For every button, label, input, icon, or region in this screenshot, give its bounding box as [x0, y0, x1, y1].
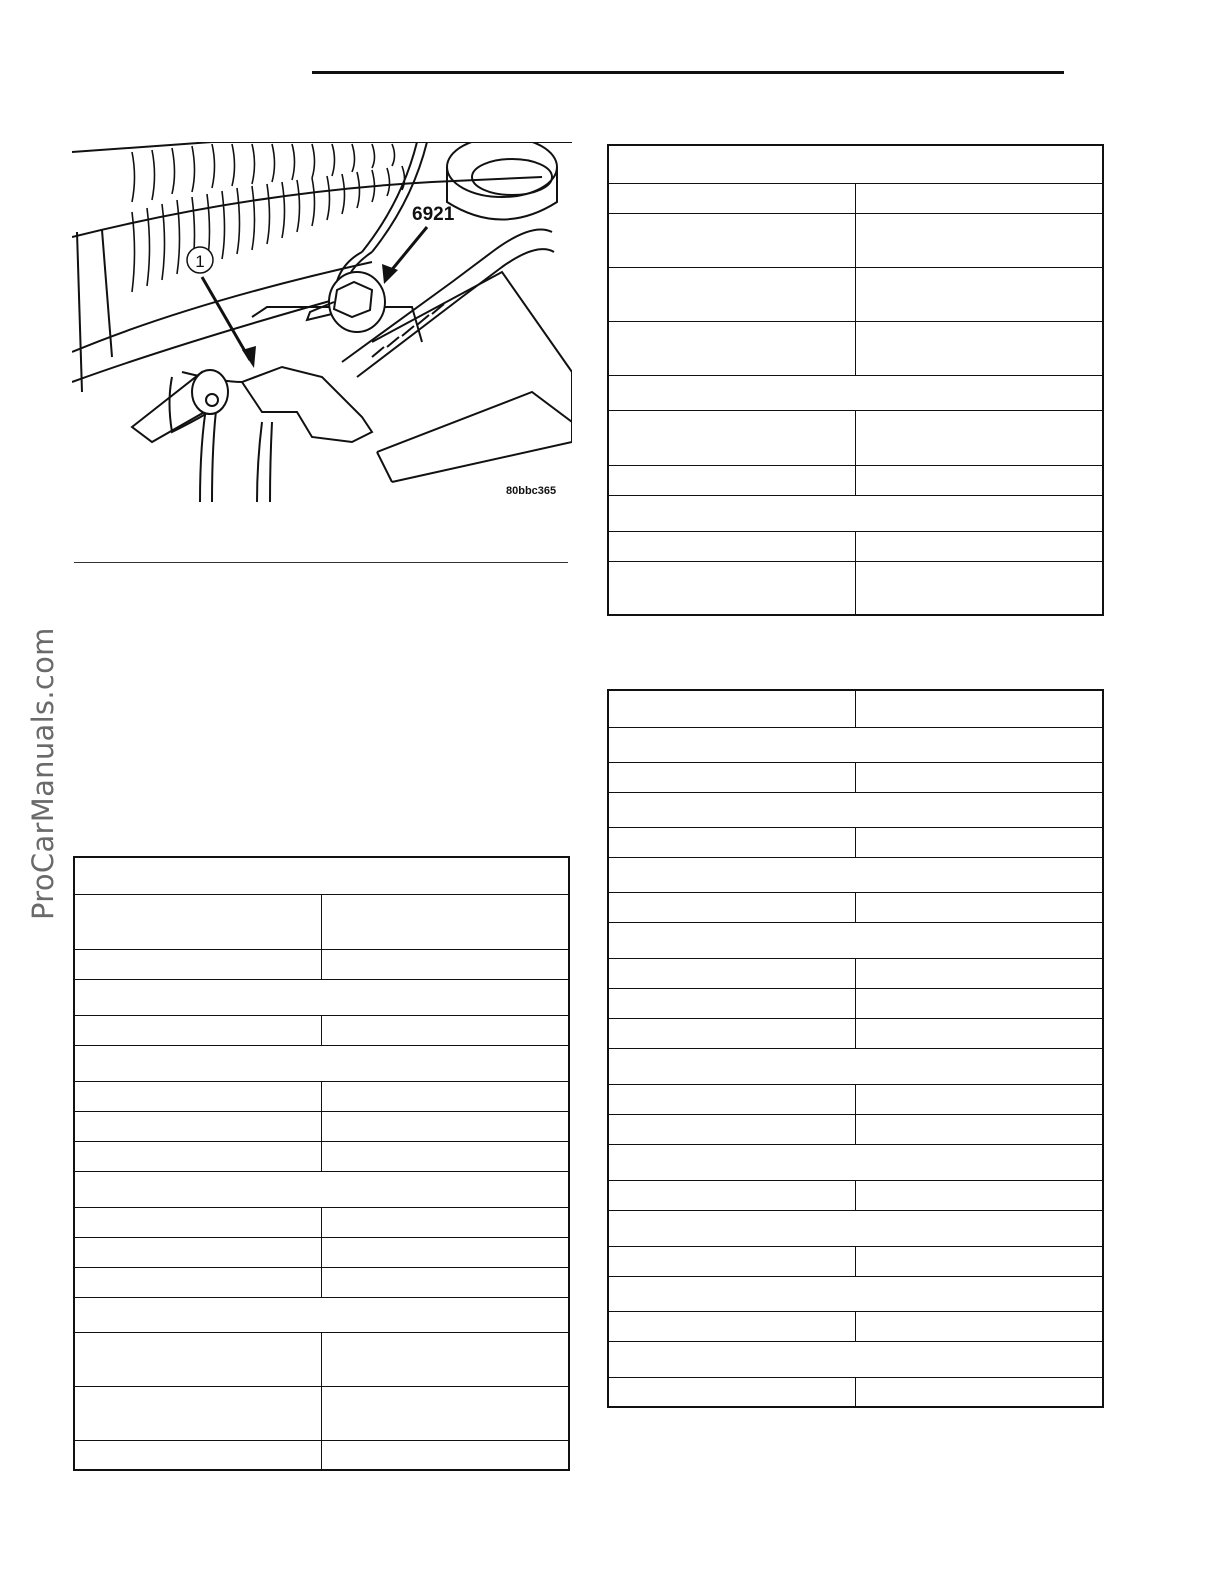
table-cell — [322, 1332, 570, 1386]
table-cell — [608, 827, 856, 857]
table-section-row — [74, 979, 569, 1015]
table-cell — [608, 1246, 856, 1276]
table-cell — [608, 1377, 856, 1407]
table-section-row — [608, 727, 1103, 762]
table-cell — [74, 1237, 322, 1267]
table-cell — [856, 1114, 1104, 1144]
table-cell — [74, 1386, 322, 1440]
table-cell — [322, 1081, 570, 1111]
table-cell — [608, 988, 856, 1018]
table-cell — [856, 892, 1104, 922]
table-cell — [856, 762, 1104, 792]
table-cell — [856, 827, 1104, 857]
table-section-row — [74, 1297, 569, 1332]
figure-divider — [74, 562, 568, 563]
table-cell — [608, 1311, 856, 1341]
table-section-row — [608, 1341, 1103, 1377]
table-section-row — [608, 922, 1103, 958]
callout-number: 1 — [195, 252, 205, 271]
table-cell — [74, 1141, 322, 1171]
table-section-row — [74, 1045, 569, 1081]
table-section-row — [608, 1048, 1103, 1084]
table-cell — [74, 1015, 322, 1045]
table-cell — [608, 892, 856, 922]
table-cell — [856, 465, 1104, 495]
table-cell — [856, 410, 1104, 465]
table-cell — [856, 1018, 1104, 1048]
table-section-row — [608, 792, 1103, 827]
table-cell — [74, 1332, 322, 1386]
table-cell — [608, 690, 856, 727]
table-cell — [608, 1018, 856, 1048]
table-section-row — [608, 495, 1103, 531]
table-cell — [74, 1081, 322, 1111]
table-cell — [608, 1180, 856, 1210]
tool-number-label: 6921 — [412, 204, 455, 225]
table-cell — [322, 1440, 570, 1470]
table-cell — [856, 1311, 1104, 1341]
table-section-row — [74, 1171, 569, 1207]
engine-bay-illustration — [72, 142, 572, 502]
table-cell — [322, 1141, 570, 1171]
table-cell — [322, 1267, 570, 1297]
header-rule — [312, 71, 1064, 74]
table-cell — [608, 958, 856, 988]
table-cell — [322, 1207, 570, 1237]
left-specifications-table — [73, 856, 570, 1471]
table-cell — [74, 1111, 322, 1141]
right-bottom-specifications-table — [607, 689, 1104, 1408]
table-cell — [322, 949, 570, 979]
table-section-row — [608, 1144, 1103, 1180]
table-cell — [856, 321, 1104, 375]
engine-bay-figure — [72, 142, 572, 502]
table-cell — [322, 894, 570, 949]
table-cell — [608, 321, 856, 375]
table-section-row — [608, 1210, 1103, 1246]
table-cell — [74, 1207, 322, 1237]
table-header-row — [74, 857, 569, 894]
table-cell — [856, 1377, 1104, 1407]
right-top-specifications-table — [607, 144, 1104, 616]
table-cell — [856, 561, 1104, 615]
table-cell — [608, 465, 856, 495]
watermark: ProCarManuals.com — [26, 627, 60, 920]
table-section-row — [608, 375, 1103, 410]
table-cell — [322, 1237, 570, 1267]
table-cell — [608, 267, 856, 321]
table-cell — [608, 1114, 856, 1144]
table-cell — [856, 183, 1104, 213]
table-cell — [856, 1246, 1104, 1276]
table-cell — [856, 690, 1104, 727]
table-section-row — [608, 1276, 1103, 1311]
table-cell — [856, 531, 1104, 561]
table-cell — [74, 1267, 322, 1297]
table-cell — [74, 949, 322, 979]
table-cell — [856, 988, 1104, 1018]
table-cell — [322, 1111, 570, 1141]
table-header-row — [608, 145, 1103, 183]
table-cell — [608, 1084, 856, 1114]
table-cell — [74, 1440, 322, 1470]
table-cell — [856, 267, 1104, 321]
table-cell — [322, 1386, 570, 1440]
table-cell — [322, 1015, 570, 1045]
table-cell — [608, 213, 856, 267]
table-section-row — [608, 857, 1103, 892]
table-cell — [856, 958, 1104, 988]
table-cell — [74, 894, 322, 949]
table-cell — [608, 410, 856, 465]
table-cell — [608, 183, 856, 213]
image-code: 80bbc365 — [506, 485, 557, 497]
table-cell — [608, 762, 856, 792]
table-cell — [608, 531, 856, 561]
table-cell — [856, 1180, 1104, 1210]
table-cell — [608, 561, 856, 615]
table-cell — [856, 1084, 1104, 1114]
table-cell — [856, 213, 1104, 267]
